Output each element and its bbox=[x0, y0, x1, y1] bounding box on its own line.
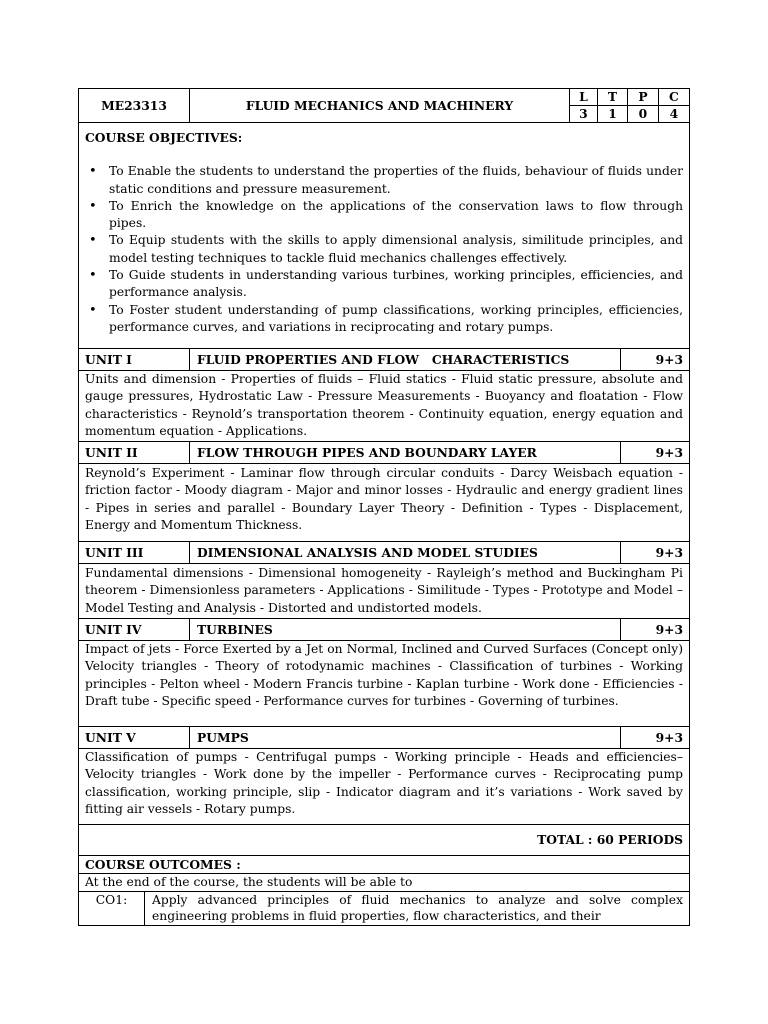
unit-3-title: DIMENSIONAL ANALYSIS AND MODEL STUDIES bbox=[190, 542, 621, 563]
ltpc-value-l: 3 bbox=[579, 106, 588, 121]
unit-1-header bbox=[78, 349, 690, 371]
unit-4-label: UNIT IV bbox=[79, 619, 190, 640]
outcomes-intro: At the end of the course, the students will be able to bbox=[85, 875, 413, 889]
unit-5-hours: 9+3 bbox=[655, 729, 683, 745]
unit-2-title: FLOW THROUGH PIPES AND BOUNDARY LAYER bbox=[190, 442, 621, 463]
objective-item: • To Enrich the knowledge on the applications of the conservation laws to flow through pipes. bbox=[85, 198, 683, 233]
ltpc-table bbox=[570, 89, 689, 122]
unit-1-content: Units and dimension - Properties of fluids – Fluid statics - Fluid static pressure, absolute and gauge pressures, Hydrostatic Law - Pressure Measurements - Buoyancy and floatation - Flow characteristics - Reynold’s transportation theorem - Continuity equation, energy equation and momentum equation - Applications. bbox=[85, 372, 683, 438]
total-row bbox=[78, 825, 690, 856]
syllabus-document bbox=[78, 88, 690, 926]
course-code: ME23313 bbox=[79, 89, 190, 122]
total-periods: TOTAL : 60 PERIODS bbox=[537, 832, 683, 847]
unit-2-header bbox=[78, 442, 690, 464]
course-title: FLUID MECHANICS AND MACHINERY bbox=[190, 89, 570, 122]
unit-3-hours: 9+3 bbox=[655, 544, 683, 560]
unit-4-content-row bbox=[78, 641, 690, 727]
unit-5-content-row bbox=[78, 749, 690, 825]
objectives-heading: COURSE OBJECTIVES: bbox=[85, 130, 243, 145]
outcome-text: Apply advanced principles of fluid mechanics to analyze and solve complex engineering problems in fluid properties, flow characteristics, and their bbox=[152, 893, 683, 923]
objective-item: • To Foster student understanding of pump classifications, working principles, efficiencies, performance curves, and variations in reciprocating and rotary pumps. bbox=[85, 302, 683, 337]
unit-5-label: UNIT V bbox=[79, 727, 190, 748]
course-header-row bbox=[78, 88, 690, 123]
unit-1-content-row bbox=[78, 371, 690, 442]
ltpc-header-p: P bbox=[628, 89, 659, 106]
outcomes-heading: COURSE OUTCOMES : bbox=[85, 857, 241, 872]
unit-5-header bbox=[78, 727, 690, 749]
unit-2-content: Reynold’s Experiment - Laminar flow through circular conduits - Darcy Weisbach equation - friction factor - Moody diagram - Major and minor losses - Hydraulic and energy gradient lines - Pipes in series and parallel - Boundary Layer Theory - Definition - Types - Displacement, Energy and Momentum Thickness. bbox=[85, 466, 683, 532]
outcomes-heading-row bbox=[78, 856, 690, 874]
objective-item: • To Guide students in understanding various turbines, working principles, efficiencies, and performance analysis. bbox=[85, 267, 683, 302]
objective-item: • To Equip students with the skills to apply dimensional analysis, similitude principles, and model testing techniques to tackle fluid mechanics challenges effectively. bbox=[85, 232, 683, 267]
unit-3-header bbox=[78, 542, 690, 564]
objectives-list bbox=[85, 163, 683, 336]
unit-2-content-row bbox=[78, 464, 690, 542]
outcome-row-co1 bbox=[78, 892, 690, 926]
ltpc-header-c: C bbox=[658, 89, 689, 106]
unit-4-title: TURBINES bbox=[190, 619, 621, 640]
unit-4-header bbox=[78, 619, 690, 641]
ltpc-value-t: 1 bbox=[597, 106, 627, 123]
ltpc-header-l: L bbox=[570, 89, 597, 106]
unit-3-content: Fundamental dimensions - Dimensional homogeneity - Rayleigh’s method and Buckingham Pi theorem - Dimensionless parameters - Applications - Similitude - Types - Prototype and Model – Model Testing and Analysis - Distorted and undistorted models. bbox=[85, 566, 683, 615]
unit-1-label: UNIT I bbox=[79, 349, 190, 370]
unit-3-label: UNIT III bbox=[79, 542, 190, 563]
ltpc-value-c: 4 bbox=[658, 106, 689, 123]
unit-1-title: FLUID PROPERTIES AND FLOW CHARACTERISTICS bbox=[190, 349, 621, 370]
objective-item: • To Enable the students to understand the properties of the fluids, behaviour of fluids under static conditions and pressure measurement. bbox=[85, 163, 683, 198]
ltpc-header-t: T bbox=[597, 89, 627, 106]
objectives-section bbox=[78, 123, 690, 349]
outcome-code: CO1: bbox=[79, 892, 145, 925]
unit-5-title: PUMPS bbox=[190, 727, 621, 748]
unit-4-hours: 9+3 bbox=[655, 621, 683, 637]
unit-1-hours: 9+3 bbox=[655, 351, 683, 367]
unit-4-content: Impact of jets - Force Exerted by a Jet on Normal, Inclined and Curved Surfaces (Concept only) Velocity triangles - Theory of rotodynamic machines - Classification of turbines - Working principles - Pelton wheel - Modern Francis turbine - Kaplan turbine - Work done - Efficiencies - Draft tube - Specific speed - Performance curves for turbines - Governing of turbines. bbox=[85, 642, 683, 708]
ltpc-value-p: 0 bbox=[628, 106, 659, 123]
unit-3-content-row bbox=[78, 564, 690, 619]
unit-5-content: Classification of pumps - Centrifugal pumps - Working principle - Heads and efficiencies– Velocity triangles - Work done by the impeller - Performance curves - Reciprocating pump classification, working principle, slip - Indicator diagram and it’s variations - Work saved by fitting air vessels - Rotary pumps. bbox=[85, 750, 683, 816]
outcomes-intro-row bbox=[78, 874, 690, 892]
unit-2-hours: 9+3 bbox=[655, 444, 683, 460]
unit-2-label: UNIT II bbox=[79, 442, 190, 463]
